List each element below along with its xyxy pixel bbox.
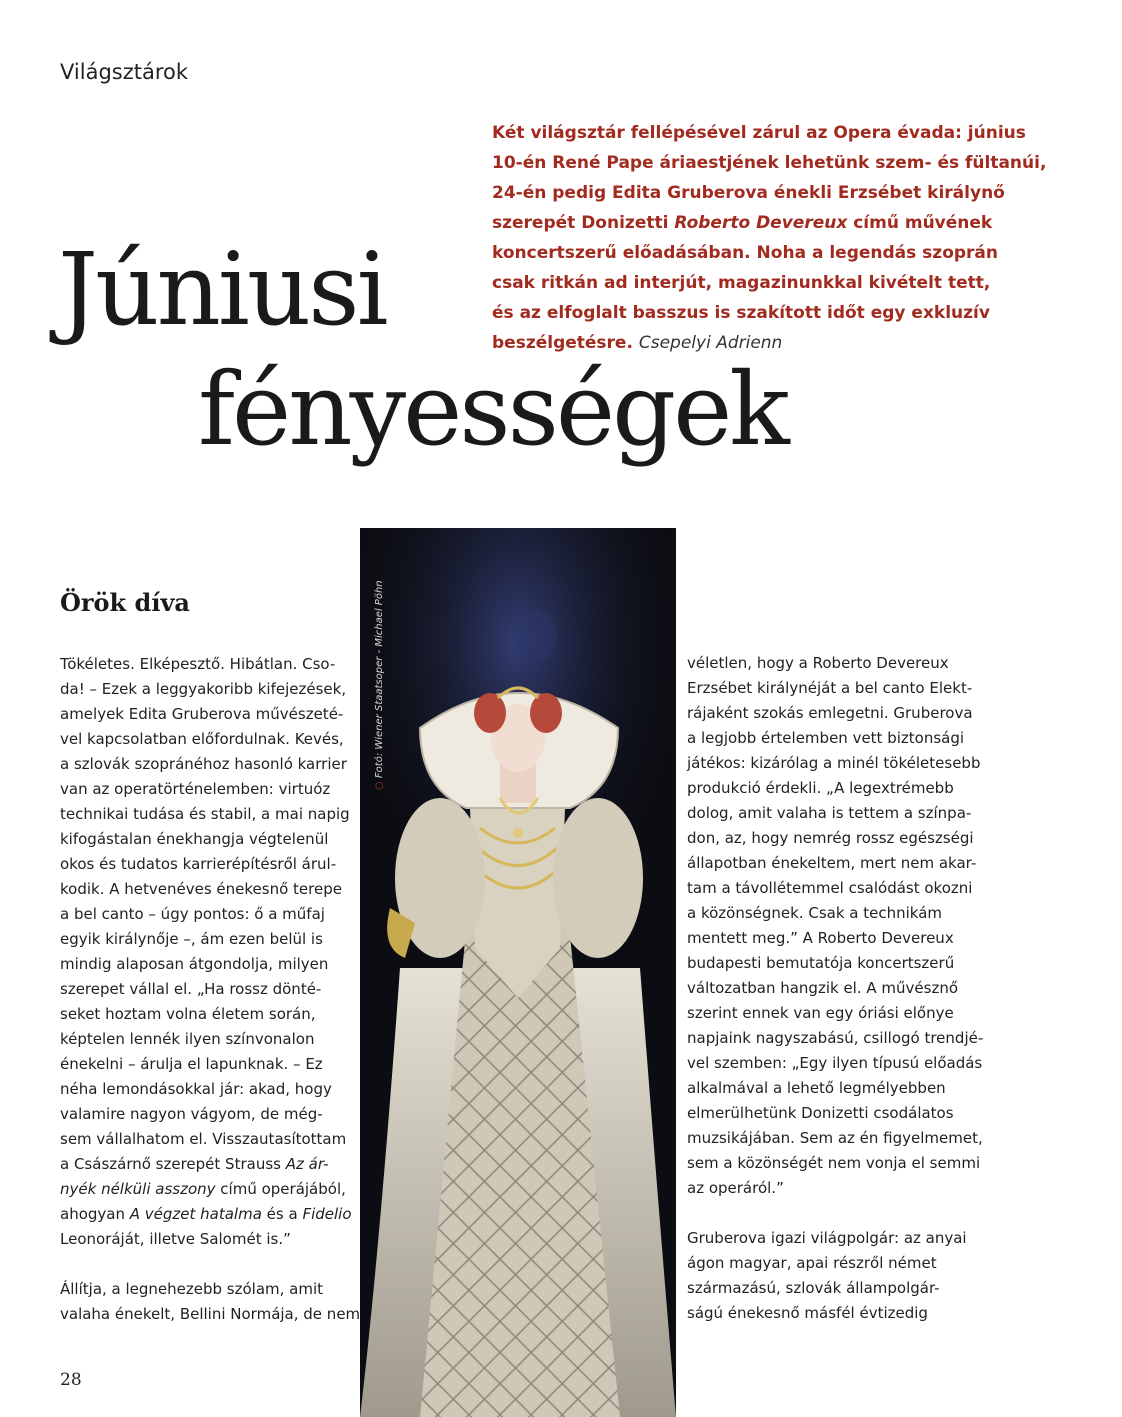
title-line-2: fényességek xyxy=(198,351,787,468)
text-line: tam a távollétemmel csalódást okozni xyxy=(687,879,973,897)
text-line: ságú énekesnő másfél évtizedig xyxy=(687,1304,928,1322)
text-line: sem vállalhatom el. Visszautasítottam xyxy=(60,1130,347,1148)
text-line: vel szemben: „Egy ilyen típusú előadás xyxy=(687,1054,983,1072)
section-label: Világsztárok xyxy=(60,60,189,84)
text-line: néha lemondásokkal jár: akad, hogy xyxy=(60,1080,332,1098)
lead-line: 24-én pedig Edita Gruberova énekli Erzsébet királynő xyxy=(492,183,1005,203)
byline: Csepelyi Adrienn xyxy=(638,333,783,353)
text-line: budapesti bemutatója koncertszerű xyxy=(687,954,955,972)
text-line: játékos: kizárólag a minél tökéletesebb xyxy=(687,754,981,772)
text-line: szerint ennek van egy óriási előnye xyxy=(687,1004,954,1022)
text-line: a szlovák szopránéhoz hasonló karrier xyxy=(60,755,347,773)
text-line: a bel canto – úgy pontos: ő a műfaj xyxy=(60,905,325,923)
text-line: kifogástalan énekhangja végtelenül xyxy=(60,830,329,848)
text-line: nyék nélküli asszony című operájából, xyxy=(60,1180,346,1198)
text-line: állapotban énekeltem, mert nem akar- xyxy=(687,854,977,872)
text-line: produkció érdekli. „A legextrémebb xyxy=(687,779,954,797)
work-title: Roberto Devereux xyxy=(674,213,848,233)
subheading: Örök díva xyxy=(60,588,190,617)
text-line: don, az, hogy nemrég rossz egészségi xyxy=(687,829,974,847)
text-line: egyik királynője –, ám ezen belül is xyxy=(60,930,323,948)
text-line: képtelen lennék ilyen színvonalon xyxy=(60,1030,315,1048)
text-line: valaha énekelt, Bellini Normája, de nem xyxy=(60,1305,361,1323)
text-line: van az operatörténelemben: virtuóz xyxy=(60,780,331,798)
text-line: okos és tudatos karrierépítésről árul- xyxy=(60,855,337,873)
text-line: kodik. A hetvenéves énekesnő terepe xyxy=(60,880,342,898)
text-line: ahogyan A végzet hatalma és a Fidelio xyxy=(60,1205,352,1223)
lead-line: csak ritkán ad interjút, magazinunkkal kivételt tett, xyxy=(492,273,991,293)
text-line: mentett meg.” A Roberto Devereux xyxy=(687,929,954,947)
text-line: da! – Ezek a leggyakoribb kifejezések, xyxy=(60,680,347,698)
lead-line: szerepét Donizetti Roberto Devereux című művének xyxy=(492,213,993,233)
text-line: dolog, amit valaha is tettem a színpa- xyxy=(687,804,972,822)
title-line-1: Júniusi xyxy=(58,231,386,348)
body-column-2 xyxy=(687,651,984,1326)
text-line: Állítja, a legnehezebb szólam, amit xyxy=(60,1280,324,1298)
text-line: szerepet vállal el. „Ha rossz dönté- xyxy=(60,980,322,998)
text-line: az operáról.” xyxy=(687,1179,784,1197)
photo-credit: ○ Fotó: Wiener Staatsoper - Michael Pöhn xyxy=(374,580,385,790)
text-line: a Császárnő szerepét Strauss Az ár- xyxy=(60,1155,329,1173)
lead-line: és az elfoglalt basszus is szakított időt egy exkluzív xyxy=(492,303,990,323)
text-line: a közönségnek. Csak a technikám xyxy=(687,904,943,922)
text-line: alkalmával a lehető legmélyebben xyxy=(687,1079,946,1097)
body-column-1 xyxy=(60,652,361,1327)
text-line: rájaként szokás emlegetni. Gruberova xyxy=(687,704,973,722)
text-line: napjaink nagyszabású, csillogó trendjé- xyxy=(687,1029,984,1047)
text-line: Tökéletes. Elképesztő. Hibátlan. Cso- xyxy=(60,655,336,673)
copyright-icon: ○ xyxy=(374,781,385,790)
text-line: Erzsébet királynéját a bel canto Elekt- xyxy=(687,679,973,697)
text-line: elmerülhetünk Donizetti csodálatos xyxy=(687,1104,954,1122)
lead-line: Két világsztár fellépésével zárul az Opera évada: június xyxy=(492,123,1026,143)
page-number: 28 xyxy=(60,1370,82,1390)
text-line: ágon magyar, apai részről német xyxy=(687,1254,937,1272)
text-line: énekelni – árulja el lapunknak. – Ez xyxy=(60,1055,323,1073)
lead-line: koncertszerű előadásában. Noha a legendás szoprán xyxy=(492,243,998,263)
text-line: seket hoztam volna életem során, xyxy=(60,1005,316,1023)
text-line: technikai tudása és stabil, a mai napig xyxy=(60,805,350,823)
text-line: vel kapcsolatban előfordulnak. Kevés, xyxy=(60,730,344,748)
text-line: Gruberova igazi világpolgár: az anyai xyxy=(687,1229,967,1247)
text-line: sem a közönségét nem vonja el semmi xyxy=(687,1154,981,1172)
photo-illustration xyxy=(360,528,676,1417)
lead-line: 10-én René Pape áriaestjének lehetünk szem- és fültanúi, xyxy=(492,153,1047,173)
article-title xyxy=(58,230,787,470)
text-line: mindig alaposan átgondolja, milyen xyxy=(60,955,329,973)
text-line: a legjobb értelemben vett biztonsági xyxy=(687,729,965,747)
text-line: muzsikájában. Sem az én figyelmemet, xyxy=(687,1129,983,1147)
text-line: véletlen, hogy a Roberto Devereux xyxy=(687,654,949,672)
text-line: változatban hangzik el. A művésznő xyxy=(687,979,959,997)
lead-line: beszélgetésre. Csepelyi Adrienn xyxy=(492,333,783,353)
text-line: Leonoráját, illetve Salomét is.” xyxy=(60,1230,291,1248)
text-line: valamire nagyon vágyom, de még- xyxy=(60,1105,323,1123)
text-line: származású, szlovák állampolgár- xyxy=(687,1279,940,1297)
opera-photo xyxy=(360,528,676,1417)
text-line: amelyek Edita Gruberova művészeté- xyxy=(60,705,344,723)
